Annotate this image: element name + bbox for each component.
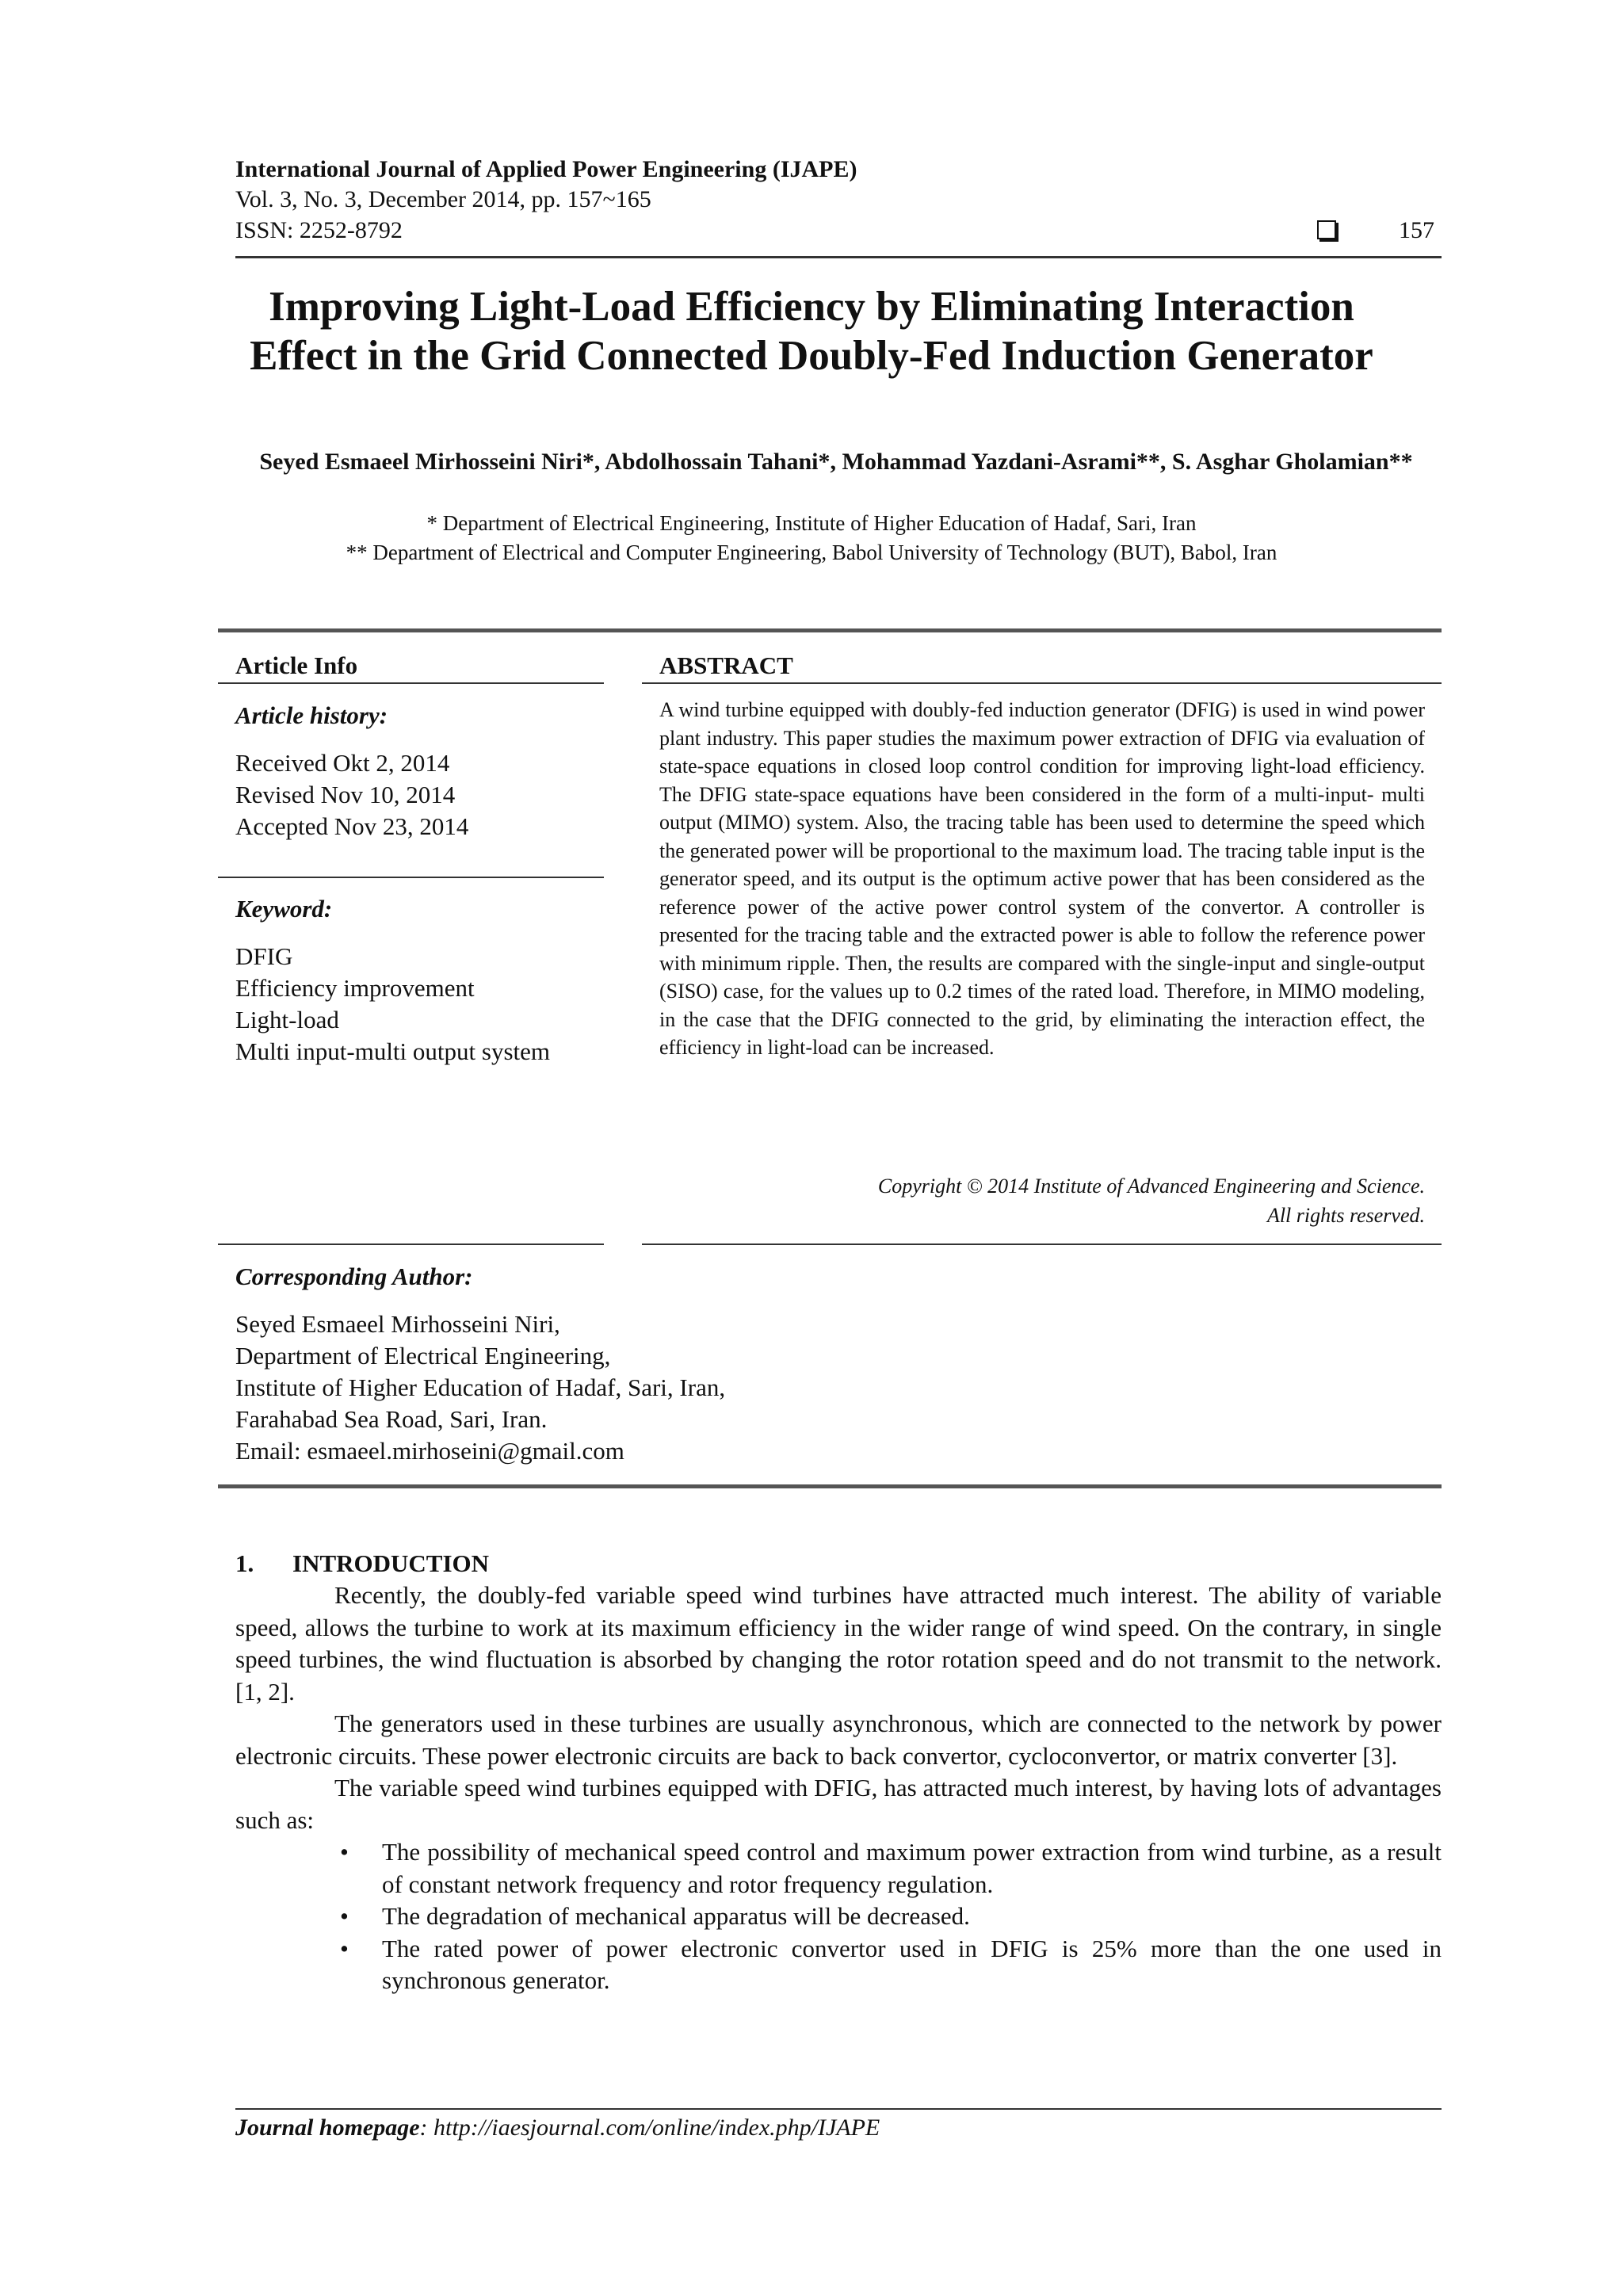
corresponding-author-department: Department of Electrical Engineering, <box>235 1342 611 1370</box>
article-info-rule <box>218 682 604 684</box>
keyword-item: Multi input-multi output system <box>235 1037 550 1065</box>
accepted-date: Accepted Nov 23, 2014 <box>235 812 469 840</box>
abstract-heading: ABSTRACT <box>659 651 793 679</box>
bullet-icon: • <box>340 1902 349 1930</box>
list-item-text: The rated power of power electronic convertor used in DFIG is 25% more than the one used in synchronous generator. <box>382 1934 1442 1994</box>
revised-date: Revised Nov 10, 2014 <box>235 781 456 808</box>
paragraph: The generators used in these turbines are usually asynchronous, which are connected to the network by power electronic circuits. These power electronic circuits are back to back convertor, cycloconvertor, or matrix converter [3]. <box>235 1710 1442 1770</box>
copyright-line-2: All rights reserved. <box>1266 1204 1425 1227</box>
footer-rule <box>235 2108 1442 2110</box>
author-list: Seyed Esmaeel Mirhosseini Niri*, Abdolhossain Tahani*, Mohammad Yazdani-Asrami**, S. Asghar Gholamian** <box>259 449 1413 475</box>
corresponding-author-address: Farahabad Sea Road, Sari, Iran. <box>235 1405 548 1433</box>
list-item-text: The possibility of mechanical speed control and maximum power extraction from wind turbine, as a result of constant network frequency and rotor frequency regulation. <box>382 1838 1442 1898</box>
keyword-item: DFIG <box>235 942 293 970</box>
list-item <box>235 1836 1442 1901</box>
page-number: 157 <box>1399 217 1434 243</box>
volume-info: Vol. 3, No. 3, December 2014, pp. 157~165 <box>235 186 651 212</box>
corresponding-author-name: Seyed Esmaeel Mirhosseini Niri, <box>235 1310 560 1338</box>
paragraph: Recently, the doubly-fed variable speed wind turbines have attracted much interest. The ability of variable speed, allows the turbine to work at its maximum efficiency in the wider range of wind speed. On the contrary, in single speed turbines, the wind fluctuation is absorbed by changing the rotor rotation speed and do not transmit to the network. [1, 2]. <box>235 1581 1442 1706</box>
corresponding-author-institute: Institute of Higher Education of Hadaf, Sari, Iran, <box>235 1373 726 1401</box>
list-item <box>235 1933 1442 1997</box>
keyword-item: Light-load <box>235 1006 339 1033</box>
keyword-rule <box>218 877 604 878</box>
corresponding-author-label: Corresponding Author: <box>235 1263 473 1290</box>
copyright-line-1: Copyright © 2014 Institute of Advanced Engineering and Science. <box>877 1175 1425 1198</box>
section-heading: INTRODUCTION <box>292 1549 490 1577</box>
header-rule <box>235 256 1442 258</box>
abstract-rule <box>642 682 1442 684</box>
paper-title-line-1: Improving Light-Load Efficiency by Eliminating Interaction <box>269 284 1354 330</box>
list-item <box>235 1901 1442 1933</box>
paper-title-line-2: Effect in the Grid Connected Doubly-Fed Induction Generator <box>250 333 1373 379</box>
journal-homepage <box>235 2113 880 2143</box>
list-item-text: The degradation of mechanical apparatus will be decreased. <box>382 1902 970 1930</box>
issn: ISSN: 2252-8792 <box>235 217 403 243</box>
affiliation-1: * Department of Electrical Engineering, Institute of Higher Education of Hadaf, Sari, Iran <box>426 511 1197 535</box>
abstract-text: A wind turbine equipped with doubly-fed induction generator (DFIG) is used in wind power plant industry. This paper studies the maximum power extraction of DFIG via evaluation of state-space equations in closed loop control condition for improving light-load efficiency. The DFIG state-space equations have been considered in the form of a multi-input- multi output (MIMO) system. Also, the tracing table has been used to determine the speed which the generated power will be proportional to the maximum load. The tracing table input is the generator speed, and its output is the optimum active power that has been considered as the reference power of the active power control system of the convertor. A controller is presented for the tracing table and the extracted power is able to follow the reference power with minimum ripple. Then, the results are compared with the single-input and single-output (SISO) case, for the values up to 0.2 times of the rated load. Therefore, in MIMO modeling, in the case that the DFIG connected to the grid, by eliminating the interaction effect, the efficiency in light-load can be increased. <box>659 698 1425 1059</box>
right-column-bottom-rule <box>642 1244 1442 1245</box>
advantages-list <box>235 1836 1442 1997</box>
journal-name: International Journal of Applied Power Engineering (IJAPE) <box>235 156 857 182</box>
homepage-colon: : <box>419 2115 428 2141</box>
bullet-icon: • <box>340 1934 349 1962</box>
keyword-item: Efficiency improvement <box>235 974 475 1002</box>
left-column-bottom-rule <box>218 1244 604 1245</box>
affiliation-2: ** Department of Electrical and Computer Engineering, Babol University of Technology (BUT), Babol, Iran <box>346 541 1277 564</box>
info-top-rule <box>218 628 1442 632</box>
introduction-body <box>235 1580 1442 1997</box>
square-bullet-icon <box>1317 220 1336 239</box>
homepage-label: Journal homepage <box>235 2115 420 2141</box>
article-info-heading: Article Info <box>235 651 358 679</box>
corresponding-author-email: Email: esmaeel.mirhoseini@gmail.com <box>235 1437 624 1465</box>
bullet-icon: • <box>340 1838 349 1866</box>
homepage-url[interactable]: http://iaesjournal.com/online/index.php/IJAPE <box>433 2115 880 2141</box>
received-date: Received Okt 2, 2014 <box>235 749 450 777</box>
keyword-label: Keyword: <box>235 895 333 923</box>
info-bottom-rule <box>218 1484 1442 1488</box>
article-history-label: Article history: <box>235 701 388 729</box>
paragraph: The variable speed wind turbines equipped with DFIG, has attracted much interest, by having lots of advantages such as: <box>235 1774 1442 1834</box>
section-number: 1. <box>235 1549 254 1577</box>
